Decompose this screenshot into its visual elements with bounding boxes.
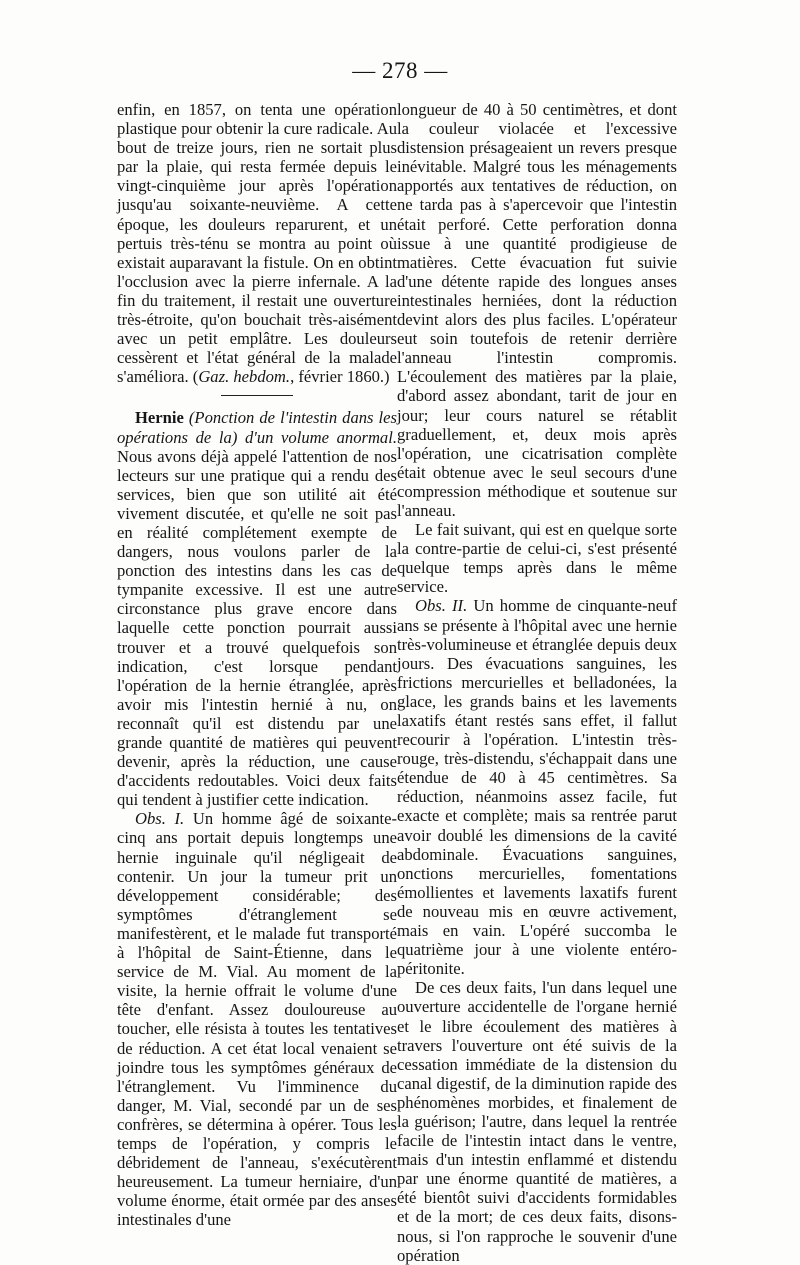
paragraph-hernie-intro: Hernie (Ponction de l'intestin dans les opérations de la) d'un volume anormal. Nous avons déjà appelé l'attention de nos lecteurs sur une pratique qui a rendu des services, bien que son utilité ait été vivement discutée, et qu'elle ne soit pas en réalité complétement exempte de dangers, nous voulons parler de la ponction des intestins dans les cas de tympanite excessive. Il est une autre circonstance plus grave encore dans laquelle cette ponction pourrait aussi trouver et a trouvé quelquefois son indication, c'est lorsque pendant l'opération de la hernie étranglée, après avoir mis l'intestin hernié à nu, on reconnaît qu'il est distendu par une grande quantité de matières qui peuvent devenir, après la réduction, une cause d'accidents redoutables. Voici deux faits qui tendent à justifier cette indication. [117,408,397,810]
right-column [397,100,677,1265]
observation-label: Obs. II. [415,596,468,616]
paragraph-transition: Le fait suivant, qui est en quelque sorte la contre-partie de celui-ci, s'est présenté quelque temps après dans le même service. [397,520,677,597]
paragraph-observation-1-end: longueur de 40 à 50 centimètres, et dont la couleur violacée et l'excessive distension présageaient un revers presque inévitable. Malgré tous les ménagements apportés aux tentatives de réduction, on ne tarda pas à s'apercevoir que l'intestin était perforé. Cette perforation donna issue à une quantité prodigieuse de matières. Cette évacuation fut suivie d'une détente rapide des longues anses intestinales herniées, dont la réduction devint alors des plus faciles. L'opérateur eut soin toutefois de retenir derrière l'anneau l'intestin compromis. L'écoulement des matières par la plaie, d'abord assez abondant, tarit de jour en jour; leur cours naturel se rétablit graduellement, et, deux mois après l'opération, une cicatrisation complète était obtenue avec le seul secours d'une compression méthodique et soutenue sur l'anneau. [397,100,677,520]
left-column [117,100,397,1229]
section-heading: Hernie [135,408,184,428]
observation-2: Obs. II. Un homme de cinquante-neuf ans se présente à l'hôpital avec une hernie très-volumineuse et étranglée depuis deux jours. Des évacuations sanguines, les frictions mercurielles et belladonées, la glace, les grands bains et les lavements laxatifs étant restés sans effet, il fallut recourir à l'opération. L'intestin très-rouge, très-distendu, s'échappait dans une étendue de 40 à 45 centimètres. Sa réduction, néanmoins assez facile, fut exacte et complète; mais sa rentrée parut avoir doublé les dimensions de la cavité abdominale. Évacuations sanguines, onctions mercurielles, fomentations émollientes et lavements laxatifs furent de nouveau mis en œuvre activement, mais en vain. L'opéré succomba le quatrième jour à une violente entéro-péritonite. [397,596,677,979]
paragraph-conclusion: De ces deux faits, l'un dans lequel une ouverture accidentelle de l'organe hernié et le libre écoulement des matières à travers l'ouverture ont été suivis de la cessation immédiate de la distension du canal digestif, de la diminution rapide des phénomènes morbides, et finalement de la guérison; l'autre, dans lequel la rentrée facile de l'intestin intact dans le ventre, mais d'un intestin enflammé et distendu par une énorme quantité de matières, a été bientôt suivi d'accidents formidables et de la mort; de ces deux faits, disons-nous, si l'on rapproche le souvenir d'une opération [397,978,677,1265]
paragraph-fistula-end: enfin, en 1857, on tenta une opération plastique pour obtenir la cure radicale. Au bout de treize jours, rien ne sortait plus par la plaie, qui resta fermée depuis le vingt-cinquième jour après l'opération jusqu'au soixante-neuvième. A cette époque, les douleurs reparurent, et un pertuis très-ténu se montra au point où existait auparavant la fistule. On en obtint l'occlusion avec la pierre infernale. A la fin du traitement, il restait une ouverture très-étroite, qu'on bouchait très-aisément avec un petit emplâtre. Les douleurs cessèrent et l'état général de la malade s'améliora. (Gaz. hebdom., février 1860.) [117,100,397,387]
page-number: — 278 — [352,58,448,83]
observation-1: Obs. I. Un homme âgé de soixante-cinq ans portait depuis longtemps une hernie inguinale qu'il négligeait de contenir. Un jour la tumeur prit un développement considérable; des symptômes d'étranglement se manifestèrent, et le malade fut transporté à l'hôpital de Saint-Étienne, dans le service de M. Vial. Au moment de la visite, la hernie offrait le volume d'une tête d'enfant. Assez douloureuse au toucher, elle résista à toutes les tentatives de réduction. A cet état local venaient se joindre tous les symptômes généraux de l'étranglement. Vu l'imminence du danger, M. Vial, secondé par un de ses confrères, se détermina à opérer. Tous les temps de l'opération, y compris le débridement de l'anneau, s'exécutèrent heureusement. La tumeur herniaire, d'un volume énorme, était ormée par des anses intestinales d'une [117,809,398,1230]
section-title: (Ponction de l'intestin dans les opérations de la) d'un volume anormal. [117,408,397,447]
citation-source: Gaz. hebdom. [198,367,291,387]
observation-label: Obs. I. [135,809,185,829]
section-divider [221,395,293,396]
